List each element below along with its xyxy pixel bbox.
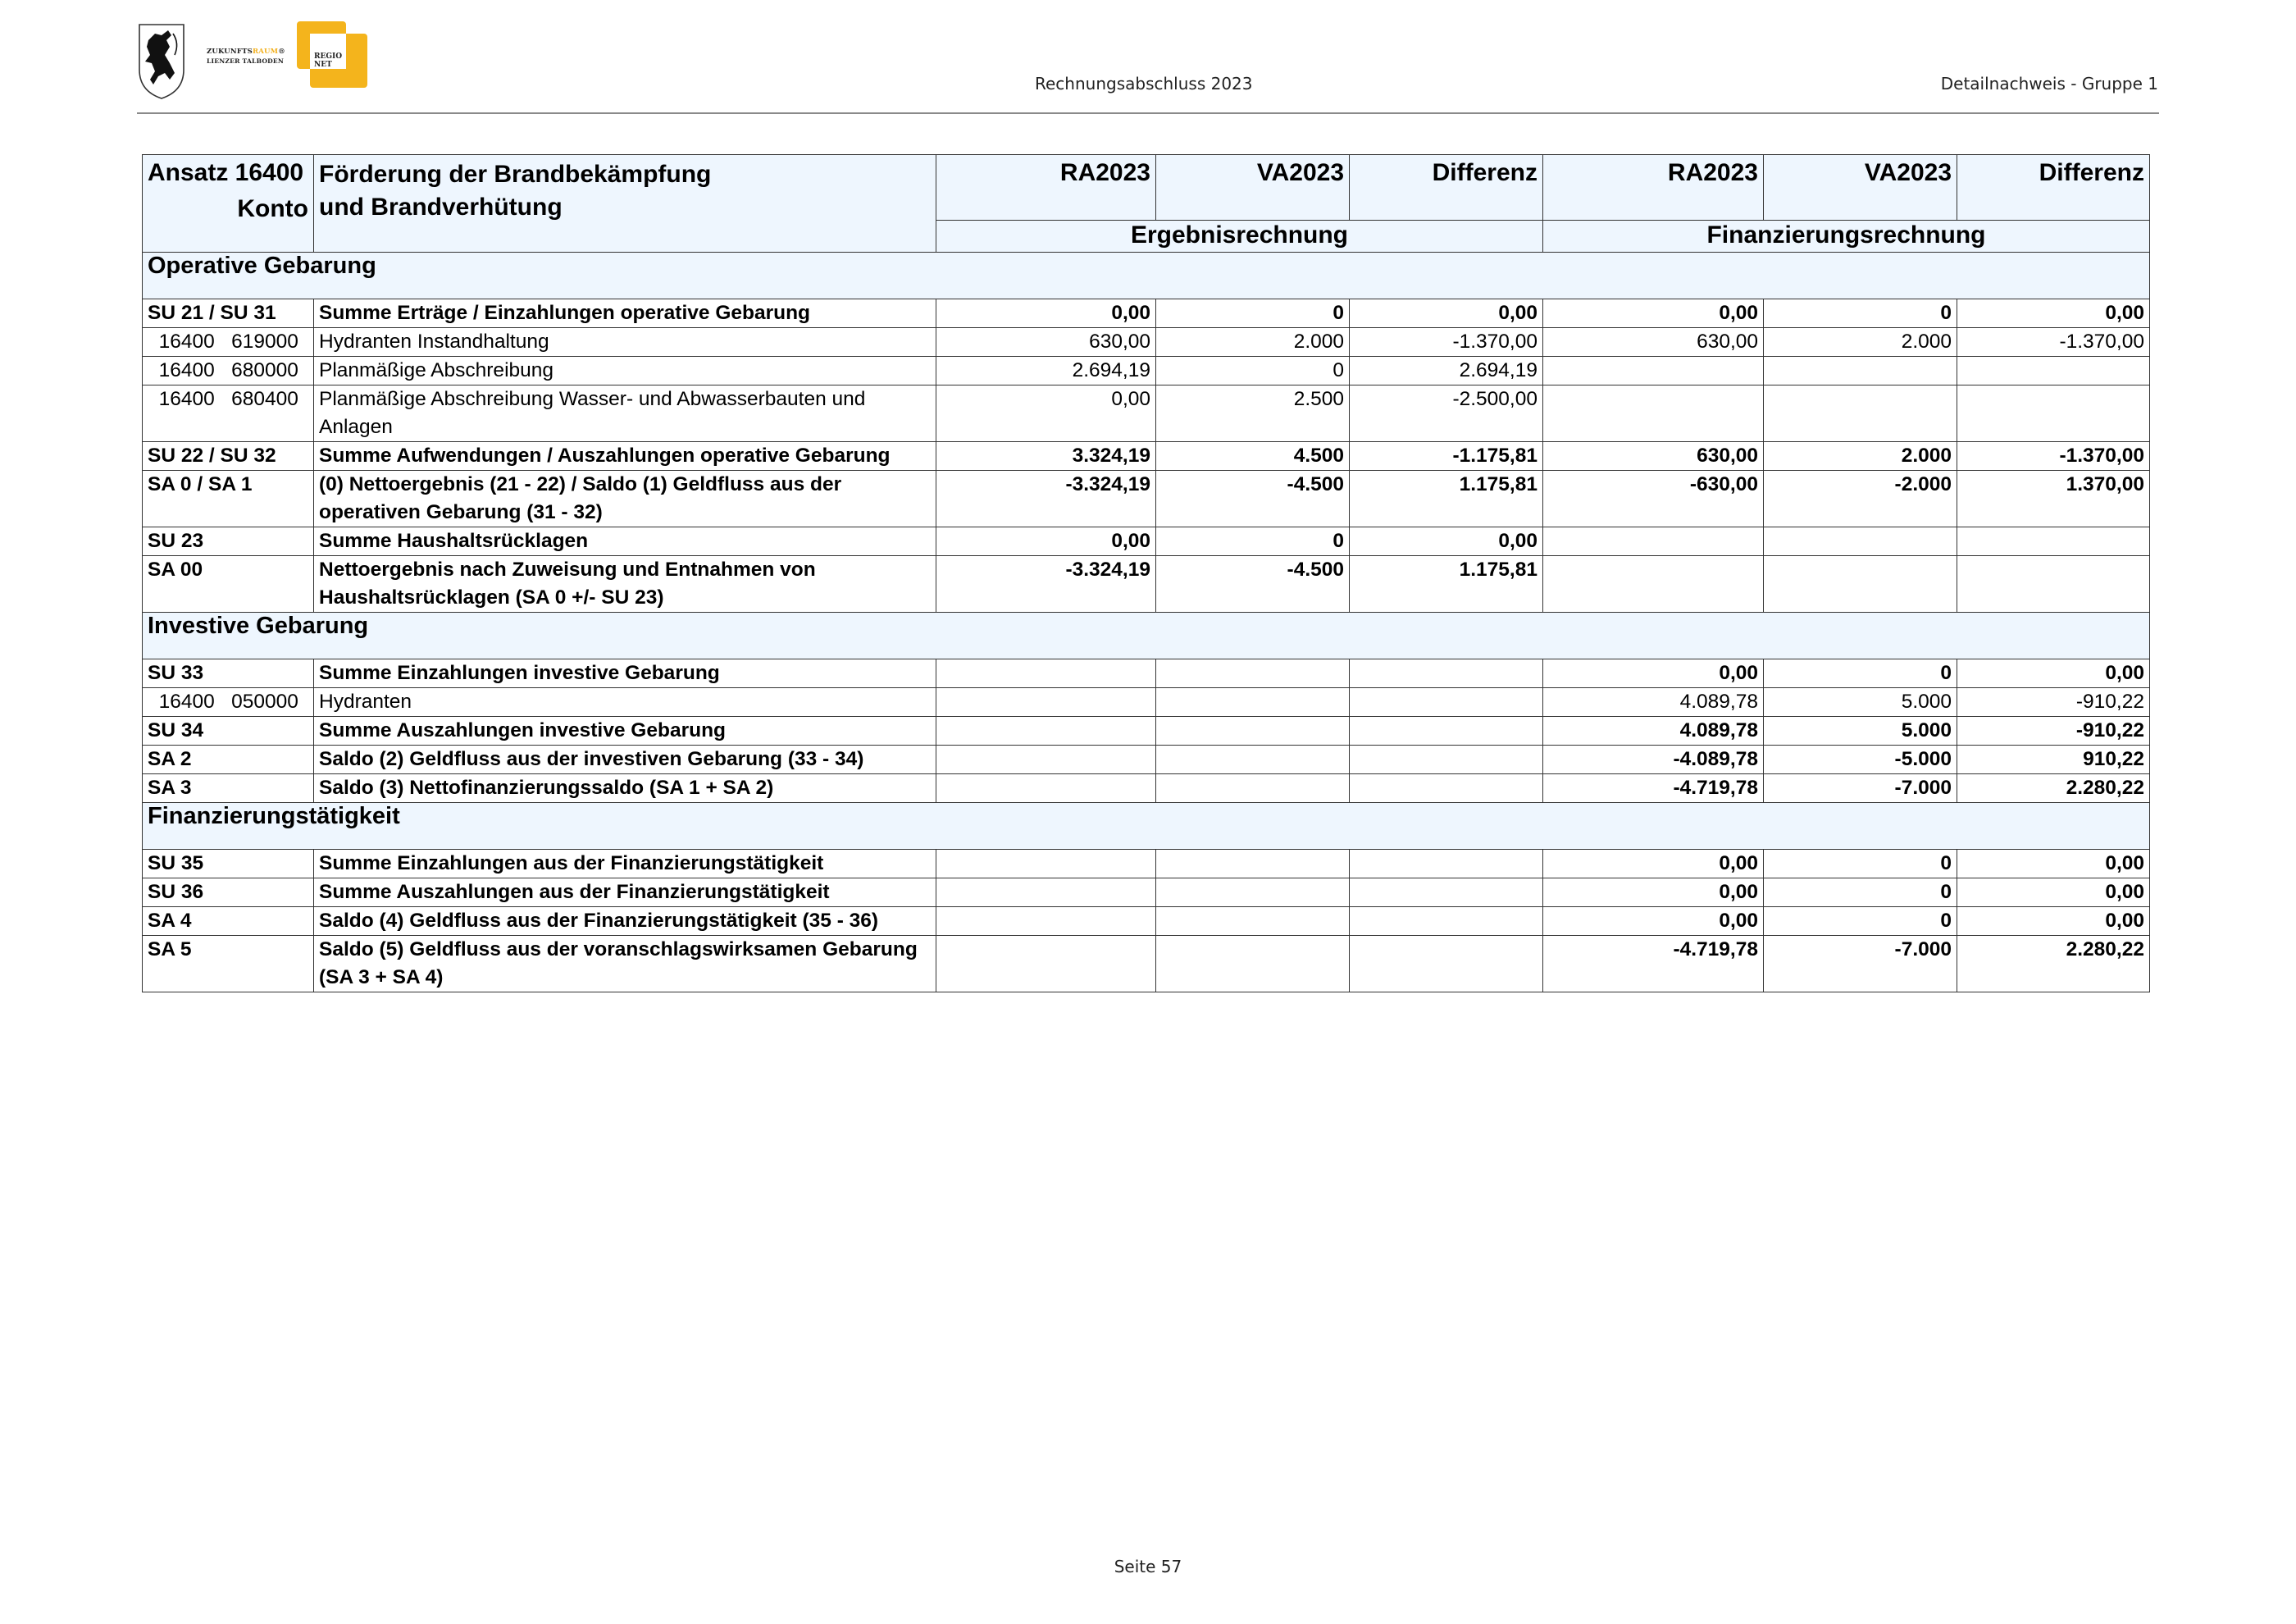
row-value [1543, 357, 1764, 385]
row-value: -2.500,00 [1350, 385, 1543, 442]
row-code: SU 23 [143, 527, 314, 556]
col-header-va-ergebnis: VA2023 [1156, 155, 1350, 221]
row-code: SA 00 [143, 556, 314, 613]
row-value [936, 746, 1156, 774]
row-label: (0) Nettoergebnis (21 - 22) / Saldo (1) Geldfluss aus der operativen Gebarung (31 - 32) [314, 471, 936, 527]
row-value: -2.000 [1764, 471, 1957, 527]
row-code: 16400 619000 [143, 328, 314, 357]
table-row [143, 774, 2150, 803]
row-value [936, 878, 1156, 907]
table-row [143, 442, 2150, 471]
section-title: Investive Gebarung [143, 613, 2150, 659]
section-title: Operative Gebarung [143, 253, 2150, 299]
row-label: Summe Erträge / Einzahlungen operative Gebarung [314, 299, 936, 328]
row-value [936, 936, 1156, 992]
row-value: 0,00 [1350, 527, 1543, 556]
col-header-ra-ergebnis: RA2023 [936, 155, 1156, 221]
row-value: 0,00 [1543, 299, 1764, 328]
section-band [143, 803, 2150, 850]
table-row [143, 299, 2150, 328]
row-value [1764, 357, 1957, 385]
row-value: -910,22 [1957, 717, 2150, 746]
row-value: 3.324,19 [936, 442, 1156, 471]
ansatz-title-line2: und Brandverhütung [319, 194, 563, 221]
ansatz-cell [143, 155, 314, 253]
row-value [1350, 907, 1543, 936]
row-value [1156, 774, 1350, 803]
row-value [1350, 878, 1543, 907]
row-value [1156, 659, 1350, 688]
row-code: SA 3 [143, 774, 314, 803]
row-code: SU 21 / SU 31 [143, 299, 314, 328]
row-value [1350, 774, 1543, 803]
col-header-diff-finanzierung: Differenz [1957, 155, 2150, 221]
row-value: 1.370,00 [1957, 471, 2150, 527]
row-value: -1.370,00 [1957, 442, 2150, 471]
table-row [143, 907, 2150, 936]
row-label: Saldo (2) Geldfluss aus der investiven Gebarung (33 - 34) [314, 746, 936, 774]
row-code: SU 22 / SU 32 [143, 442, 314, 471]
table-row [143, 878, 2150, 907]
row-value [936, 688, 1156, 717]
document-title: Rechnungsabschluss 2023 [1035, 74, 1253, 94]
group-ergebnisrechnung: Ergebnisrechnung [936, 221, 1543, 253]
row-value: -910,22 [1957, 688, 2150, 717]
row-value: -3.324,19 [936, 556, 1156, 613]
row-value: 0,00 [1543, 659, 1764, 688]
row-value: -4.719,78 [1543, 774, 1764, 803]
row-value [1543, 527, 1764, 556]
row-value: -4.089,78 [1543, 746, 1764, 774]
section-band [143, 613, 2150, 659]
table-row [143, 688, 2150, 717]
row-value: 0 [1764, 659, 1957, 688]
row-value: -1.370,00 [1957, 328, 2150, 357]
table-row [143, 527, 2150, 556]
row-value [1156, 850, 1350, 878]
row-label: Planmäßige Abschreibung Wasser- und Abwasserbauten und Anlagen [314, 385, 936, 442]
row-value: 2.694,19 [936, 357, 1156, 385]
table-row [143, 328, 2150, 357]
row-label: Saldo (3) Nettofinanzierungssaldo (SA 1 + SA 2) [314, 774, 936, 803]
ansatz-title-line1: Förderung der Brandbekämpfung [319, 161, 712, 188]
row-value [1957, 357, 2150, 385]
table-row [143, 746, 2150, 774]
table-row [143, 471, 2150, 527]
konto-label: Konto [237, 195, 308, 222]
row-value: -3.324,19 [936, 471, 1156, 527]
row-value [1350, 850, 1543, 878]
regionet-logo: REGIO NET [297, 21, 369, 89]
row-value [1156, 936, 1350, 992]
row-value: 630,00 [1543, 442, 1764, 471]
row-value [1156, 878, 1350, 907]
row-value [1957, 385, 2150, 442]
row-value: 2.280,22 [1957, 774, 2150, 803]
row-value: -4.500 [1156, 471, 1350, 527]
table-row [143, 556, 2150, 613]
row-value: -7.000 [1764, 774, 1957, 803]
row-value: 4.089,78 [1543, 688, 1764, 717]
row-value: 5.000 [1764, 717, 1957, 746]
row-value: 2.000 [1156, 328, 1350, 357]
row-code: SU 36 [143, 878, 314, 907]
col-header-diff-ergebnis: Differenz [1350, 155, 1543, 221]
row-value [1350, 688, 1543, 717]
row-value: -7.000 [1764, 936, 1957, 992]
row-label: Hydranten [314, 688, 936, 717]
row-value: 2.000 [1764, 328, 1957, 357]
row-code: 16400 050000 [143, 688, 314, 717]
row-value [1156, 717, 1350, 746]
row-value: 1.175,81 [1350, 471, 1543, 527]
row-value: 5.000 [1764, 688, 1957, 717]
row-value: 0,00 [1957, 907, 2150, 936]
row-label: Planmäßige Abschreibung [314, 357, 936, 385]
col-header-va-finanzierung: VA2023 [1764, 155, 1957, 221]
row-value [1156, 746, 1350, 774]
row-value: 0,00 [936, 385, 1156, 442]
row-value: 0 [1764, 907, 1957, 936]
table-row [143, 717, 2150, 746]
row-value [936, 774, 1156, 803]
row-value [936, 850, 1156, 878]
row-value: 910,22 [1957, 746, 2150, 774]
row-value [936, 659, 1156, 688]
row-value [1350, 936, 1543, 992]
row-value [1957, 527, 2150, 556]
ansatz-label: Ansatz 16400 [148, 159, 304, 186]
row-code: SU 34 [143, 717, 314, 746]
row-label: Summe Einzahlungen aus der Finanzierungstätigkeit [314, 850, 936, 878]
row-value: 0,00 [1350, 299, 1543, 328]
row-value [1350, 717, 1543, 746]
row-label: Summe Auszahlungen investive Gebarung [314, 717, 936, 746]
section-title: Finanzierungstätigkeit [143, 803, 2150, 850]
row-code: SU 33 [143, 659, 314, 688]
row-value: 0,00 [1543, 907, 1764, 936]
row-value [1957, 556, 2150, 613]
col-header-ra-finanzierung: RA2023 [1543, 155, 1764, 221]
row-label: Saldo (4) Geldfluss aus der Finanzierungstätigkeit (35 - 36) [314, 907, 936, 936]
row-value: -5.000 [1764, 746, 1957, 774]
section-title: Detailnachweis - Gruppe 1 [1940, 74, 2158, 94]
row-code: 16400 680000 [143, 357, 314, 385]
table-row [143, 357, 2150, 385]
row-value [1350, 746, 1543, 774]
row-value [1156, 907, 1350, 936]
row-value: 630,00 [936, 328, 1156, 357]
row-code: SA 2 [143, 746, 314, 774]
row-value: 0,00 [1957, 299, 2150, 328]
row-label: Summe Auszahlungen aus der Finanzierungstätigkeit [314, 878, 936, 907]
row-value: 0,00 [1543, 850, 1764, 878]
row-value [936, 717, 1156, 746]
row-value: 0 [1764, 850, 1957, 878]
row-value [1764, 556, 1957, 613]
row-value: 0,00 [1957, 850, 2150, 878]
row-value [1543, 556, 1764, 613]
header-divider [137, 112, 2159, 114]
row-value: 2.694,19 [1350, 357, 1543, 385]
row-value: 4.500 [1156, 442, 1350, 471]
row-value: 0,00 [936, 527, 1156, 556]
detail-table [142, 154, 2150, 992]
row-value: -4.719,78 [1543, 936, 1764, 992]
row-code: SU 35 [143, 850, 314, 878]
section-band [143, 253, 2150, 299]
row-value [936, 907, 1156, 936]
row-value: -1.175,81 [1350, 442, 1543, 471]
row-value: 630,00 [1543, 328, 1764, 357]
row-value: 0 [1156, 357, 1350, 385]
row-code: SA 4 [143, 907, 314, 936]
row-code: SA 5 [143, 936, 314, 992]
row-value: 4.089,78 [1543, 717, 1764, 746]
row-label: Summe Aufwendungen / Auszahlungen operative Gebarung [314, 442, 936, 471]
row-value [1543, 385, 1764, 442]
page-number: Seite 57 [1114, 1557, 1182, 1576]
row-value [1764, 385, 1957, 442]
row-value: 2.500 [1156, 385, 1350, 442]
ansatz-title [314, 155, 936, 253]
row-value: 0 [1764, 299, 1957, 328]
row-value: 0 [1156, 299, 1350, 328]
table-header-row [143, 155, 2150, 221]
row-value [1350, 659, 1543, 688]
row-value [1764, 527, 1957, 556]
table-row [143, 850, 2150, 878]
row-value: 0,00 [936, 299, 1156, 328]
row-value: -1.370,00 [1350, 328, 1543, 357]
row-value [1156, 688, 1350, 717]
table-row [143, 936, 2150, 992]
group-finanzierungsrechnung: Finanzierungsrechnung [1543, 221, 2150, 253]
row-value: 0,00 [1957, 878, 2150, 907]
row-label: Hydranten Instandhaltung [314, 328, 936, 357]
zukunftsraum-logo: ZUKUNFTSRAUM® LIENZER TALBODEN [207, 48, 285, 65]
row-value: 0,00 [1957, 659, 2150, 688]
row-value: -630,00 [1543, 471, 1764, 527]
row-label: Summe Haushaltsrücklagen [314, 527, 936, 556]
row-label: Nettoergebnis nach Zuweisung und Entnahmen von Haushaltsrücklagen (SA 0 +/- SU 23) [314, 556, 936, 613]
row-value: 2.280,22 [1957, 936, 2150, 992]
row-label: Saldo (5) Geldfluss aus der voranschlagswirksamen Gebarung (SA 3 + SA 4) [314, 936, 936, 992]
row-label: Summe Einzahlungen investive Gebarung [314, 659, 936, 688]
row-code: 16400 680400 [143, 385, 314, 442]
row-value: 0 [1156, 527, 1350, 556]
row-value: 0 [1764, 878, 1957, 907]
table-row [143, 659, 2150, 688]
row-value: 2.000 [1764, 442, 1957, 471]
row-value: 1.175,81 [1350, 556, 1543, 613]
table-row [143, 385, 2150, 442]
row-value: -4.500 [1156, 556, 1350, 613]
row-value: 0,00 [1543, 878, 1764, 907]
row-code: SA 0 / SA 1 [143, 471, 314, 527]
coat-of-arms-logo [137, 22, 186, 101]
